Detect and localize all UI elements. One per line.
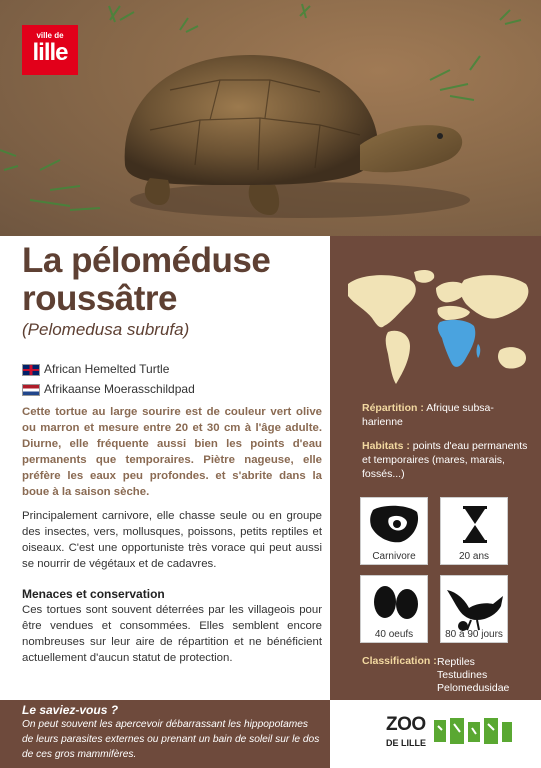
title-line-2: roussâtre [22,279,178,318]
zoo-logo-main[interactable]: ZOO [386,714,426,735]
repartition-label: Répartition : [362,402,424,414]
description-intro: Cette tortue au large sourire est de couleur vert olive ou marron et mesure entre 20 et 30 cm à l'âge adulte. Diurne, elle fréquente aussi bien les points d'eau permanents que temporaires. Piètre nageuse, elle préfère les eaux peu profondes. et s'abrite dans la boue à la saison sèche. [22,406,322,498]
turtle-illustration [0,0,541,236]
repartition-value: Afrique subsa-harienne [362,402,494,428]
logo-big-text: lille [32,39,68,66]
gestation-card [440,575,508,643]
page-title [22,242,322,318]
description-diet: Principalement carnivore, elle chasse seule ou en groupe des insectes, vers, mollusques, poissons, petits reptiles et oiseaux. C'est une opportuniste très vorace qui peut aussi se nourrir de végétaux et de cadavres. [22,510,322,570]
classification-order: Testudines [437,669,488,681]
lifespan-label: 20 ans [458,551,490,562]
nl-flag-icon [22,384,40,396]
eggs-card [360,575,428,643]
zoo-logo-sub: DE LILLE [386,738,426,748]
did-you-know-text: On peut souvent les apercevoir débarrassant les hippopotames de leurs parasites externes ou prenant un bain de soleil sur le dos de ces gros mammifères. [22,719,320,760]
eggs-label: 40 oeufs [374,629,414,640]
dutch-name-row [22,381,195,397]
ville-de-lille-logo[interactable] [22,25,78,75]
title-line-1: La péloméduse [22,241,271,280]
gestation-label: 80 à 90 jours [445,629,503,640]
english-name: African Hemelted Turtle [44,362,170,376]
uk-flag-icon [22,364,40,376]
classification-label: Classification : [362,655,437,667]
dutch-name: Afrikaanse Moerasschildpad [44,382,195,396]
diet-card [360,497,428,565]
habitats-block [362,439,532,481]
repartition-block [362,401,532,429]
diet-label: Carnivore [372,551,416,562]
hero-photo [0,0,541,236]
did-you-know-title: Le saviez-vous ? [22,703,119,717]
habitats-value: points d'eau permanents et temporaires (mares, marais, fossés...) [362,440,528,480]
habitats-label: Habitats : [362,440,410,452]
english-name-row [22,361,169,377]
lifespan-card [440,497,508,565]
classification-class: Reptiles [437,656,475,668]
zoo-logo-icon [430,716,514,746]
distribution-area [438,320,475,367]
latin-name: (Pelomedusa subrufa) [22,320,190,339]
classification-family: Pelomedusidae [437,682,510,694]
logo-small-text: ville de [36,31,64,40]
world-map [340,266,535,391]
threats-text: Ces tortues sont souvent déterrées par les villageois pour être vendues et consommées. Elles semblent encore nombreuses sur leur aire de répartition et ne bénéficient actuellement d'aucun statut de protection. [22,604,322,664]
threats-heading: Menaces et conservation [22,587,165,601]
